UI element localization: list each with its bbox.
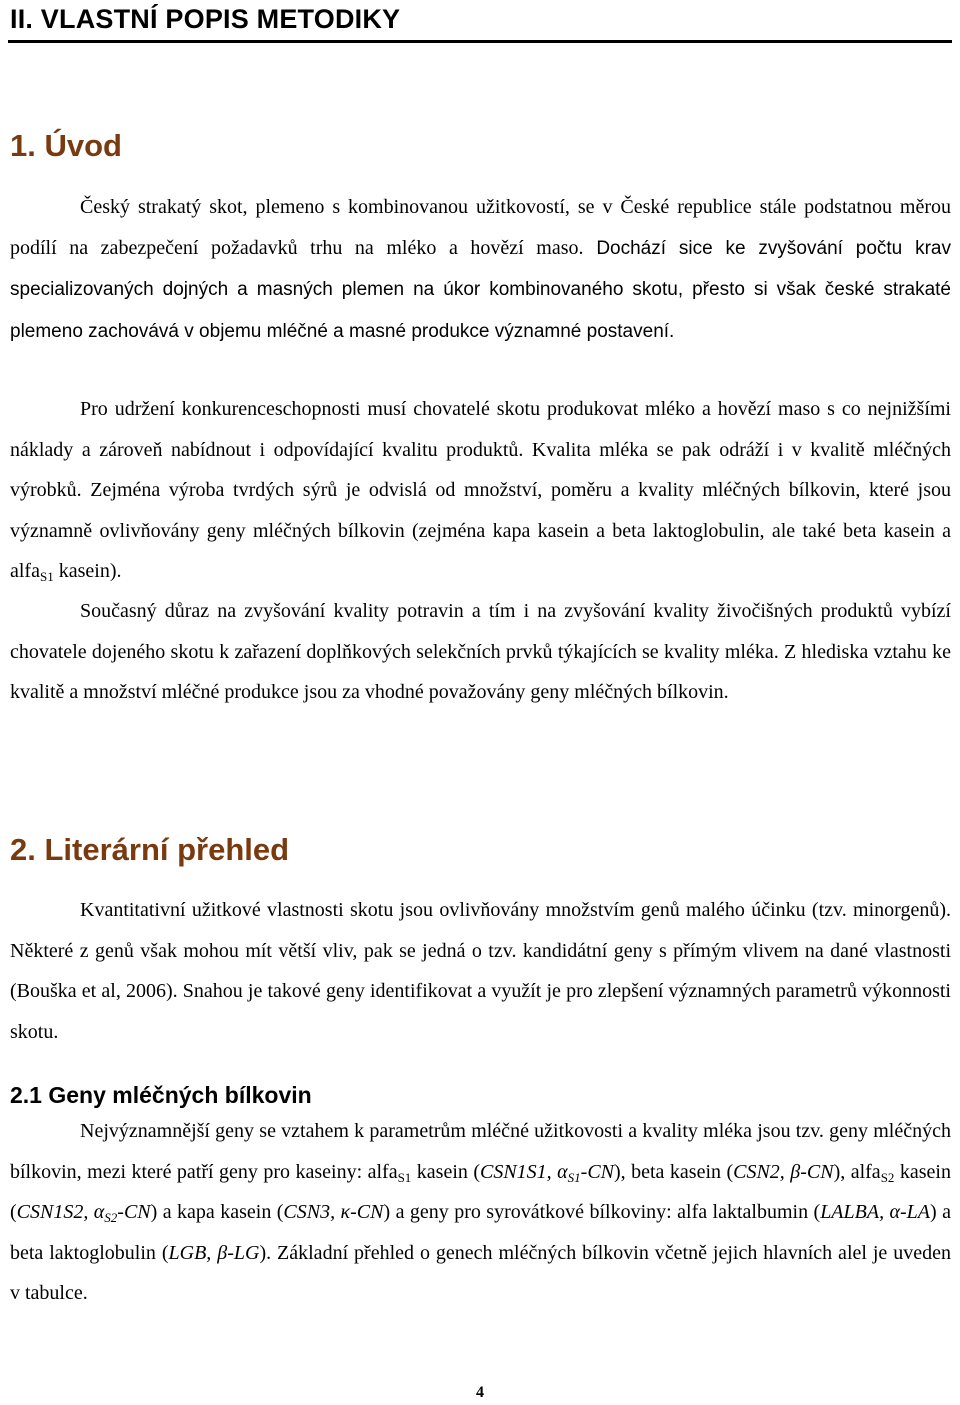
section-1-paragraph-1	[10, 187, 951, 352]
subscript: S2	[880, 1169, 895, 1185]
text-run: ), beta kasein (	[614, 1160, 734, 1183]
subscript: S1	[397, 1169, 412, 1185]
gene-name: CSN1S1, α	[480, 1160, 568, 1183]
page-number: 4	[476, 1384, 484, 1401]
section-1-paragraph-3: Současný důraz na zvyšování kvality potravin a tím i na zvyšování kvality živočišných produktů vybízí chovatele dojeného skotu k zařazení doplňkových selekčních prvků týkajících se kvality mléka. Z hlediska vztahu ke kvalitě a množství mléčné produkce jsou za vhodné považovány geny mléčných bílkovin.	[10, 600, 951, 703]
chapter-title: II. VLASTNÍ POPIS METODIKY	[10, 4, 401, 34]
chapter-divider	[8, 40, 952, 43]
text-run: ) a kapa kasein (	[150, 1201, 284, 1223]
section-2-1-paragraph-1	[10, 1111, 951, 1314]
subscript: S2	[104, 1210, 118, 1225]
text-run: kasein (	[411, 1160, 480, 1183]
paragraph-1-serif-part: Český strakatý skot, plemeno s kombinovanou užitkovostí, se v České republice stále podstatnou měrou podílí na zabezpečení požadavků trhu na mléko a hovězí maso.	[10, 196, 951, 259]
gene-name: LGB, β-LG	[168, 1241, 260, 1264]
text-run: ), alfa	[833, 1160, 881, 1183]
paragraph-1-sans-part: Dochází sice ke zvyšování počtu krav specializovaných dojných a masných plemen na úkor kombinovaného skotu, přesto si však české strakaté plemeno zachovává v objemu mléčné a masné produkce významné postavení.	[10, 237, 951, 342]
subscript: S1	[567, 1169, 581, 1185]
text-run: Nejvýznamnější geny se vztahem k parametrům mléčné užitkovosti a kvality mléka jsou tzv. geny mléčných bílkovin, mezi které patří geny pro kaseiny: alfa	[10, 1120, 951, 1183]
section-2-1-heading: 2.1 Geny mléčných bílkovin	[10, 1082, 312, 1108]
gene-name: LALBA, α-LA	[820, 1201, 931, 1223]
gene-name: -CN	[117, 1201, 151, 1223]
paragraph-2-text: Pro udržení konkurenceschopnosti musí chovatelé skotu produkovat mléko a hovězí maso s co nejnižšími náklady a zároveň nabídnout i odpovídající kvalitu produktů. Kvalita mléka se pak odráží i v kvalitě mléčných výrobků. Zejména výroba tvrdých sýrů je odvislá od množství, poměru a kvality mléčných bílkovin, které jsou významně ovlivňovány geny mléčných bílkovin (zejména kapa kasein a beta laktoglobulin, ale také beta kasein a alfa	[10, 398, 951, 582]
section-1-heading: 1. Úvod	[10, 128, 122, 163]
gene-name: CSN1S2, α	[16, 1201, 105, 1223]
section-2-heading: 2. Literární přehled	[10, 832, 290, 867]
text-run: ) a beta laktoglobulin (	[10, 1201, 951, 1264]
section-2-paragraph-1: Kvantitativní užitkové vlastnosti skotu jsou ovlivňovány množstvím genů malého účinku (tzv. minorgenů). Některé z genů však mohou mít větší vliv, pak se jedná o tzv. kandidátní geny s přímým vlivem na dané vlastnosti (Bouška et al, 2006). Snahou je takové geny identifikovat a využít je pro zlepšení významných parametrů výkonnosti skotu.	[10, 899, 951, 1043]
paragraph-2-tail: kasein).	[53, 560, 122, 582]
text-run: ). Základní přehled o genech mléčných bílkovin včetně jejich hlavních alel je uveden v tabulce.	[10, 1241, 951, 1304]
section-1-paragraph-2	[10, 389, 951, 592]
text-run: ) a geny pro syrovátkové bílkoviny: alfa laktalbumin (	[383, 1201, 821, 1223]
gene-name: -CN	[580, 1160, 614, 1183]
gene-name: CSN3, κ-CN	[283, 1201, 384, 1223]
gene-name: CSN2, β-CN	[733, 1160, 834, 1183]
text-run: kasein (	[10, 1160, 951, 1223]
subscript: S1	[39, 569, 54, 584]
